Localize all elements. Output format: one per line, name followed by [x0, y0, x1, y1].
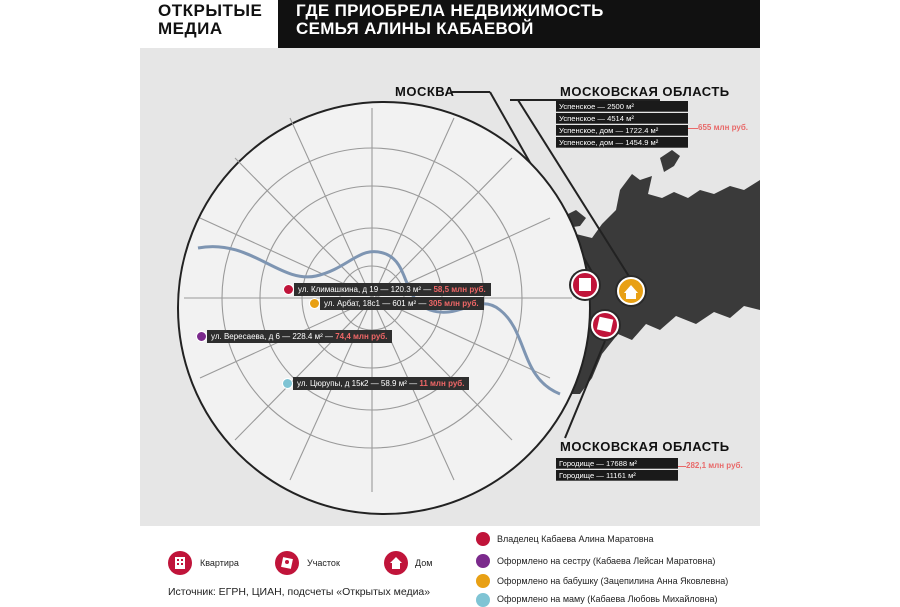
mo-bottom-row: Городище — 17688 м²: [556, 458, 678, 469]
legend-label-apartment: Квартира: [200, 558, 239, 568]
marker-arbat: [309, 298, 320, 309]
legend-label-owner: Владелец Кабаева Алина Маратовна: [497, 534, 654, 544]
region-label-mo-bottom: МОСКОВСКАЯ ОБЛАСТЬ: [560, 439, 730, 454]
address-text: ул. Климашкина, д 19 — 120.3 м² —: [298, 285, 434, 294]
address-value: 305 млн руб.: [428, 299, 479, 308]
brand-line-2: МЕДИА: [158, 19, 223, 38]
mo-top-row: Успенское, дом — 1722.4 м²: [556, 125, 688, 136]
region-label-mo-top: МОСКОВСКАЯ ОБЛАСТЬ: [560, 84, 730, 99]
mo-top-row: Успенское — 4514 м²: [556, 113, 688, 124]
page-title: [296, 2, 604, 38]
address-value: 11 млн руб.: [419, 379, 465, 388]
marker-veresaeva: [196, 331, 207, 342]
mo-top-row: Успенское, дом — 1454.9 м²: [556, 137, 688, 148]
address-plate-arbat: [320, 297, 484, 310]
mo-bottom-row: Городище — 11161 м²: [556, 470, 678, 481]
legend-dot-mother: [476, 593, 490, 607]
legend-dot-grandmother: [476, 574, 490, 588]
legend-label-land-plot: Участок: [307, 558, 340, 568]
address-value: 58,5 млн руб.: [433, 285, 486, 294]
legend-label-mother: Оформлено на маму (Кабаева Любовь Михайловна): [497, 594, 718, 604]
address-text: ул. Арбат, 18с1 — 601 м² —: [324, 299, 429, 308]
legend-label-sister: Оформлено на сестру (Кабаева Лейсан Маратовна): [497, 556, 716, 566]
apartment-icon: [168, 551, 192, 575]
brand-logo: [158, 2, 270, 38]
title-line-1: ГДЕ ПРИОБРЕЛА НЕДВИЖИМОСТЬ: [296, 1, 604, 20]
marker-klimashkina: [283, 284, 294, 295]
mo-bottom-sum-dash: [678, 466, 686, 467]
brand-line-1: ОТКРЫТЫЕ: [158, 1, 263, 20]
source-note: Источник: ЕГРН, ЦИАН, подсчеты «Открытых медиа»: [168, 586, 431, 598]
novaya-zemlya: [660, 150, 680, 172]
marker-tsyurupy: [282, 378, 293, 389]
house-icon: [384, 551, 408, 575]
address-plate-tsyurupy: [293, 377, 469, 390]
address-plate-klimashkina: [294, 283, 491, 296]
legend-label-grandmother: Оформлено на бабушку (Зацепилина Анна Яковлевна): [497, 576, 729, 586]
title-line-2: СЕМЬЯ АЛИНЫ КАБАЕВОЙ: [296, 19, 534, 38]
mo-top-row: Успенское — 2500 м²: [556, 101, 688, 112]
land-plot-icon: [275, 551, 299, 575]
address-plate-veresaeva: [207, 330, 392, 343]
legend-label-house: Дом: [415, 558, 433, 568]
region-label-moscow: МОСКВА: [395, 84, 455, 99]
mo-top-sum: 655 млн руб.: [698, 123, 749, 132]
mo-top-sum-dash: [688, 128, 698, 129]
address-value: 74,4 млн руб.: [335, 332, 388, 341]
mo-bottom-sum: 282,1 млн руб.: [686, 461, 743, 470]
address-text: ул. Вересаева, д 6 — 228.4 м² —: [211, 332, 336, 341]
address-text: ул. Цюрупы, д 15к2 — 58.9 м² —: [297, 379, 420, 388]
legend-dot-owner: [476, 532, 490, 546]
legend-dot-sister: [476, 554, 490, 568]
